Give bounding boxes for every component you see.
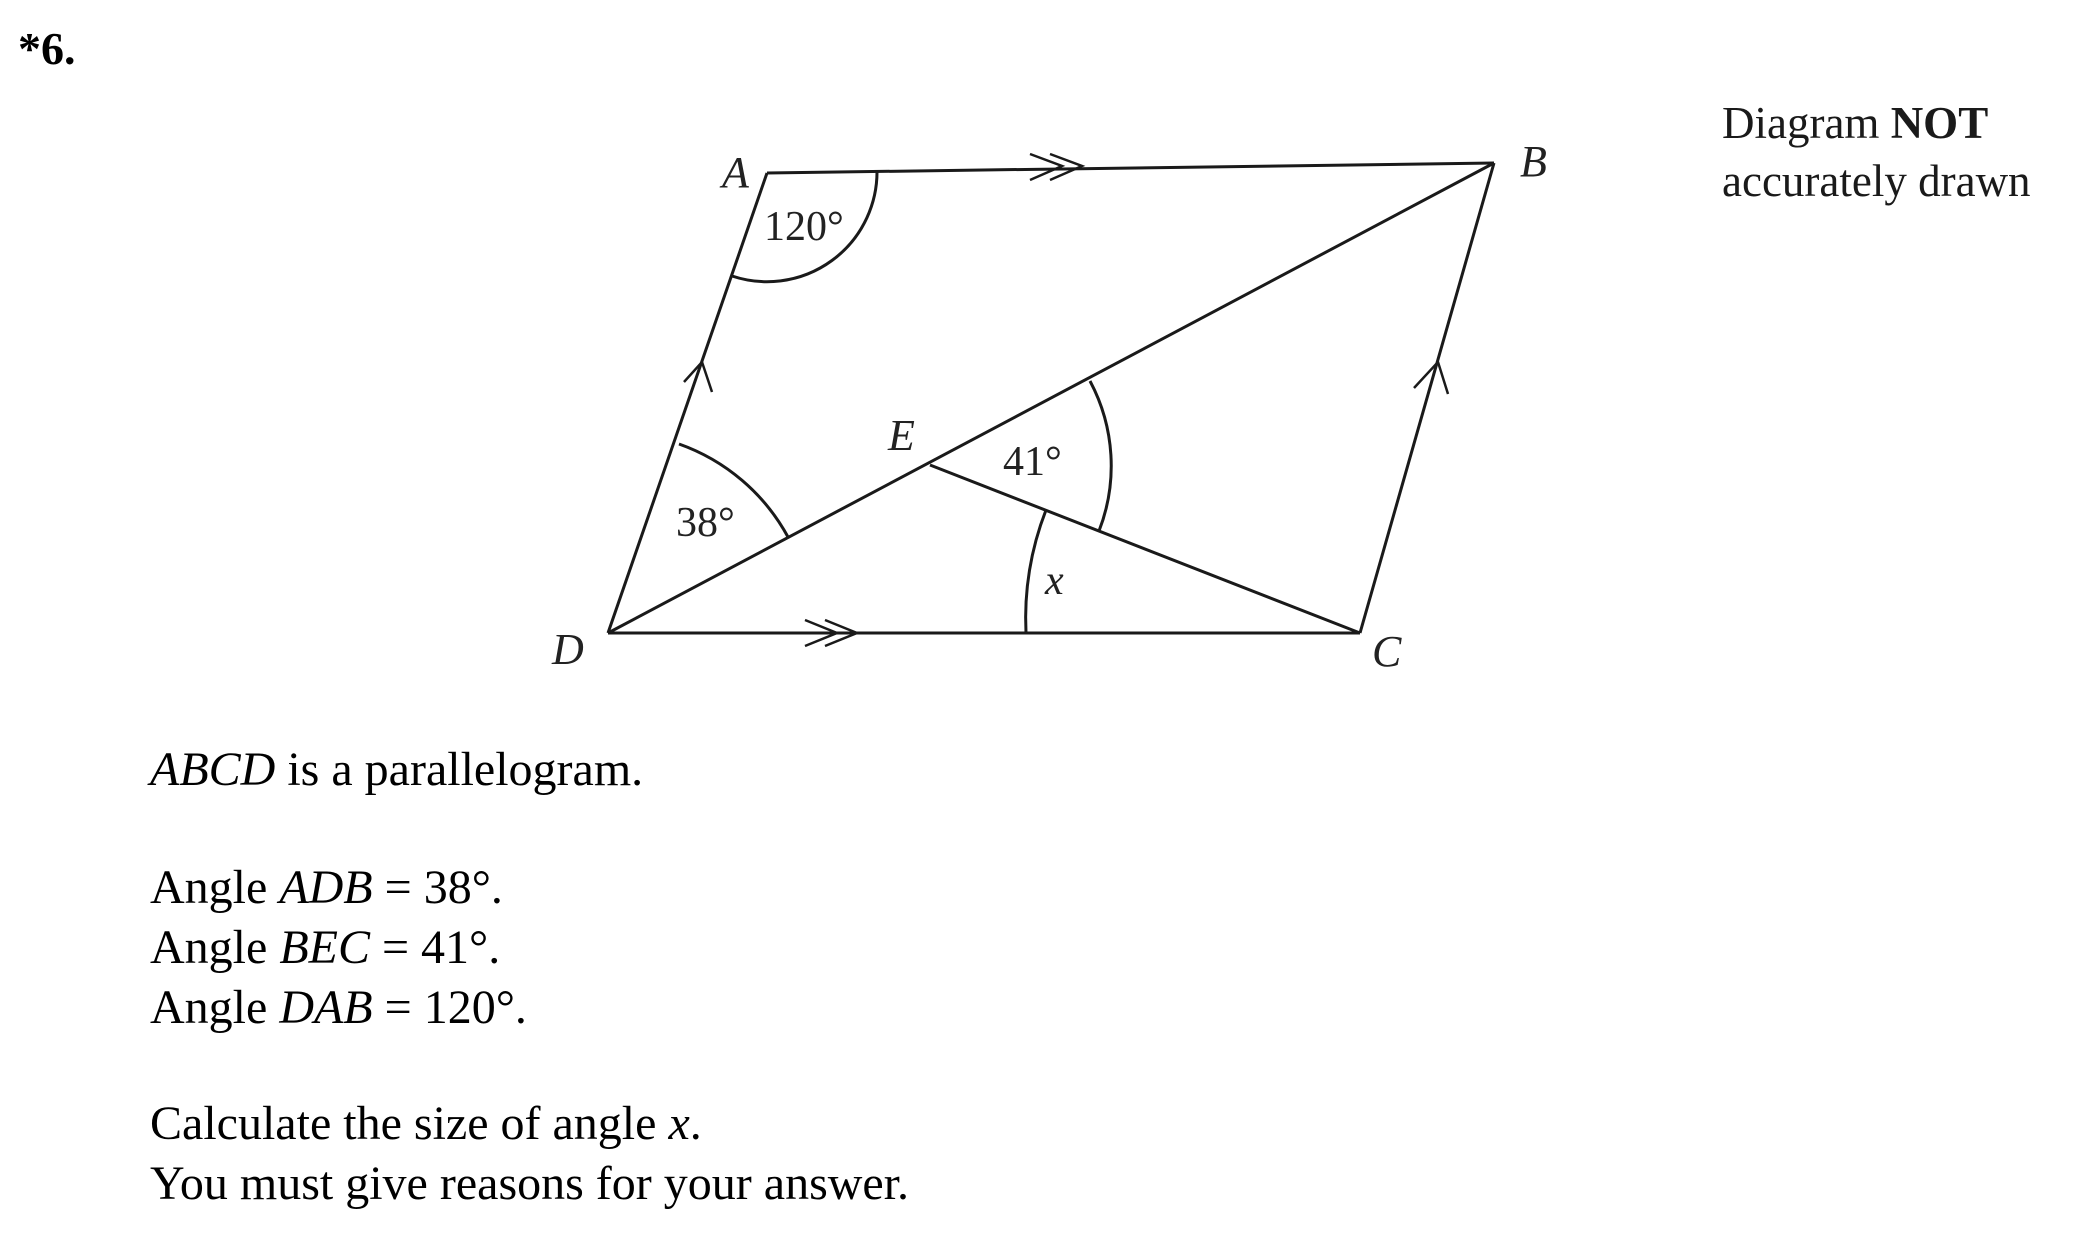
statement (150, 740, 643, 800)
given-line: Angle DAB = 120°. (150, 981, 527, 1034)
task-line1: Calculate the size of angle (150, 1097, 669, 1150)
note-prefix: Diagram (1722, 98, 1891, 148)
vertex-label-d: D (552, 625, 584, 674)
angle-name: ADB (279, 861, 373, 914)
note-line2: accurately drawn (1722, 156, 2031, 206)
angle-name: DAB (279, 981, 373, 1034)
question-number: *6. (18, 23, 76, 74)
statement-shape: ABCD (150, 743, 276, 796)
vertex-label-b: B (1520, 137, 1547, 186)
angle-arc-bec (1090, 381, 1111, 531)
angle-label-x: x (1045, 558, 1064, 604)
angle-label-bec: 41° (1003, 439, 1062, 485)
angle-label-dab: 120° (764, 204, 844, 250)
task-line2: You must give reasons for your answer. (150, 1157, 910, 1210)
given-line: Angle BEC = 41°. (150, 921, 501, 974)
double-arrow-ab (1030, 154, 1082, 180)
task-variable: x (668, 1097, 690, 1150)
angle-arc-x (1026, 510, 1046, 633)
side-da (608, 173, 767, 633)
given-line: Angle ADB = 38°. (150, 861, 503, 914)
angle-label-adb: 38° (676, 500, 735, 546)
vertex-label-c: C (1372, 627, 1402, 676)
side-bc (1360, 163, 1494, 633)
task: Calculate the size of angle x. You must give reasons for your answer. (150, 1094, 909, 1214)
statement-rest: is a parallelogram. (275, 743, 644, 796)
angle-name: BEC (279, 921, 370, 974)
given-angles (150, 858, 527, 1038)
vertex-label-e: E (888, 411, 915, 460)
vertex-label-a: A (722, 148, 749, 197)
note-bold: NOT (1890, 98, 1989, 148)
segment-ec (930, 465, 1360, 633)
